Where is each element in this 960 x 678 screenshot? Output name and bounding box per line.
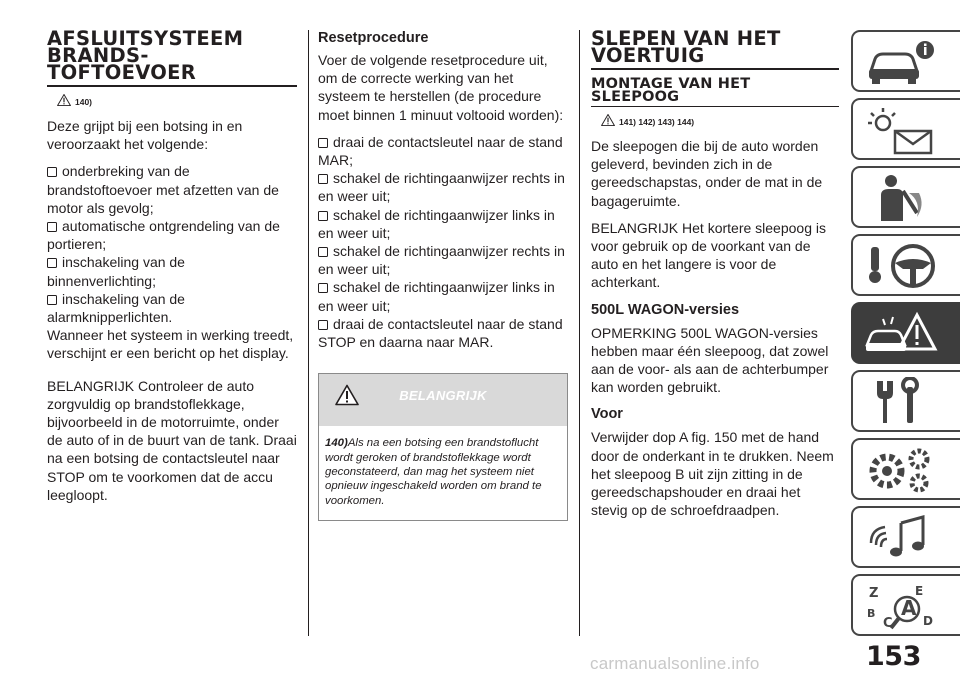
tab-emergency[interactable]: [851, 302, 960, 364]
bullet-item: inschakeling van de alarmknipperlichten.: [47, 290, 185, 326]
wagon-note: OPMERKING 500L WAGON-versies hebben maar één sleepoog, dat zowel aan de voor- als aan de achterbumper kan worden gebruikt.: [591, 324, 829, 396]
tab-safety[interactable]: [851, 166, 960, 228]
tab-maintenance[interactable]: [851, 370, 960, 432]
checkbox-bullet-icon: [318, 138, 328, 148]
svg-text:D: D: [923, 614, 933, 628]
warning-box: [318, 373, 568, 521]
tab-starting-driving[interactable]: [851, 234, 960, 296]
checkbox-bullet-icon: [47, 295, 57, 305]
watermark-text: carmanualsonline.info: [590, 654, 760, 673]
svg-text:B: B: [867, 607, 876, 620]
front-instructions: Verwijder dop A fig. 150 met de hand door de onderkant in te drukken. Neem het sleepoog B uit zijn zitting in de gereedschapshouder en draai het stevig op de schroefdraadpen.: [591, 429, 834, 519]
checkbox-bullet-icon: [318, 320, 328, 330]
checkbox-bullet-icon: [318, 283, 328, 293]
warning-box-text: 140)Als na een botsing een brandstoflucht wordt geroken of brandstoflekkage wordt geconstateerd, dan mag het systeem niet opnieuw ingeschakeld worden om brand te voorkomen.: [325, 437, 542, 507]
technical-data-icon: [863, 445, 939, 495]
bullet-item: automatische ontgrendeling van de portieren;: [47, 218, 280, 253]
checkbox-bullet-icon: [318, 174, 328, 184]
steering-wheel-icon: [863, 241, 939, 291]
checkbox-bullet-icon: [47, 258, 57, 268]
bullet-item: schakel de richtingaanwijzer links in en weer uit;: [318, 206, 555, 241]
reset-intro: Voer de volgende resetprocedure uit, om de correcte werking van het systeem te herstellen (de procedure moet binnen 1 minuut voltooid worden):: [318, 52, 564, 123]
column-divider: [308, 30, 309, 636]
bullet-item: schakel de richtingaanwijzer rechts in en weer uit;: [318, 170, 565, 205]
important-note: BELANGRIJK Controleer de auto zorgvuldig op brandstoflekkage, bijvoorbeeld in de motorruimte, onder de auto of in de buurt van de tank. Draai na een botsing de contactsleutel naar STOP om te voorkomen dat de accu leegloopt.: [47, 377, 297, 503]
bullet-item: draai de contactsleutel naar de stand MAR;: [318, 133, 563, 169]
fuel-cutoff-title: AFSLUITSYSTEEM BRANDS- TOFTOEVOER: [47, 30, 297, 87]
left-column: [47, 27, 297, 513]
tow-hook-location-text: De sleepogen die bij de auto worden geleverd, bevinden zich in de gereedschapstas, onder de mat in de bagageruimte.: [591, 138, 823, 209]
towing-title: SLEPEN VAN HET VOERTUIG: [591, 30, 839, 70]
checkbox-bullet-icon: [47, 222, 57, 232]
warning-reference: 140): [57, 93, 297, 107]
warning-triangle-icon: [601, 113, 615, 127]
warning-triangle-icon: [57, 93, 71, 107]
bullet-item: schakel de richtingaanwijzer rechts in en weer uit;: [318, 243, 565, 278]
right-column: [591, 27, 839, 528]
display-message-text: Wanneer het systeem in werking treedt, verschijnt er een bericht op het display.: [47, 327, 294, 362]
svg-text:E: E: [915, 584, 924, 598]
multimedia-icon: [863, 513, 939, 563]
bullet-item: draai de contactsleutel naar de stand STOP en daarna naar MAR.: [318, 315, 563, 351]
tab-technical-data[interactable]: [851, 438, 960, 500]
middle-column: [318, 30, 568, 521]
page-number: 153: [866, 641, 921, 672]
front-heading: Voor: [591, 406, 623, 423]
warning-lights-icon: [863, 105, 939, 155]
reset-procedure-heading: Resetprocedure: [318, 30, 429, 46]
intro-text: Deze grijpt bij een botsing in en veroorzaakt het volgende:: [47, 118, 243, 153]
checkbox-bullet-icon: [318, 247, 328, 257]
warning-reference: 141) 142) 143) 144): [601, 113, 839, 127]
bullet-item: inschakeling van de binnenverlichting;: [47, 254, 185, 289]
column-divider: [579, 30, 580, 636]
maintenance-tools-icon: [863, 377, 939, 427]
svg-text:Z: Z: [869, 586, 879, 601]
checkbox-bullet-icon: [47, 167, 57, 177]
svg-text:C: C: [883, 616, 893, 631]
important-note: BELANGRIJK Het kortere sleepoog is voor gebruik op de voorkant van de auto en het langere is voor de achterkant.: [591, 219, 826, 291]
index-letters-icon: [863, 581, 939, 631]
bullet-item: onderbreking van de brandstoftoevoer met afzetten van de motor als gevolg;: [47, 163, 279, 216]
car-breakdown-icon: [863, 309, 939, 359]
car-info-icon: [863, 37, 939, 87]
tab-multimedia[interactable]: [851, 506, 960, 568]
checkbox-bullet-icon: [318, 211, 328, 221]
wagon-versions-heading: 500L WAGON-versies: [591, 301, 740, 318]
tab-index[interactable]: [851, 574, 960, 636]
bullet-item: schakel de richtingaanwijzer links in en weer uit;: [318, 279, 555, 314]
warning-box-title: BELANGRIJK: [399, 388, 487, 404]
tab-car-info[interactable]: [851, 30, 960, 92]
warning-box-header: [319, 374, 567, 426]
tab-warning-lights[interactable]: [851, 98, 960, 160]
svg-text:A: A: [901, 596, 917, 620]
safety-seatbelt-icon: [863, 173, 939, 223]
tow-hook-mounting-heading: MONTAGE VAN HET SLEEPOOG: [591, 78, 839, 107]
